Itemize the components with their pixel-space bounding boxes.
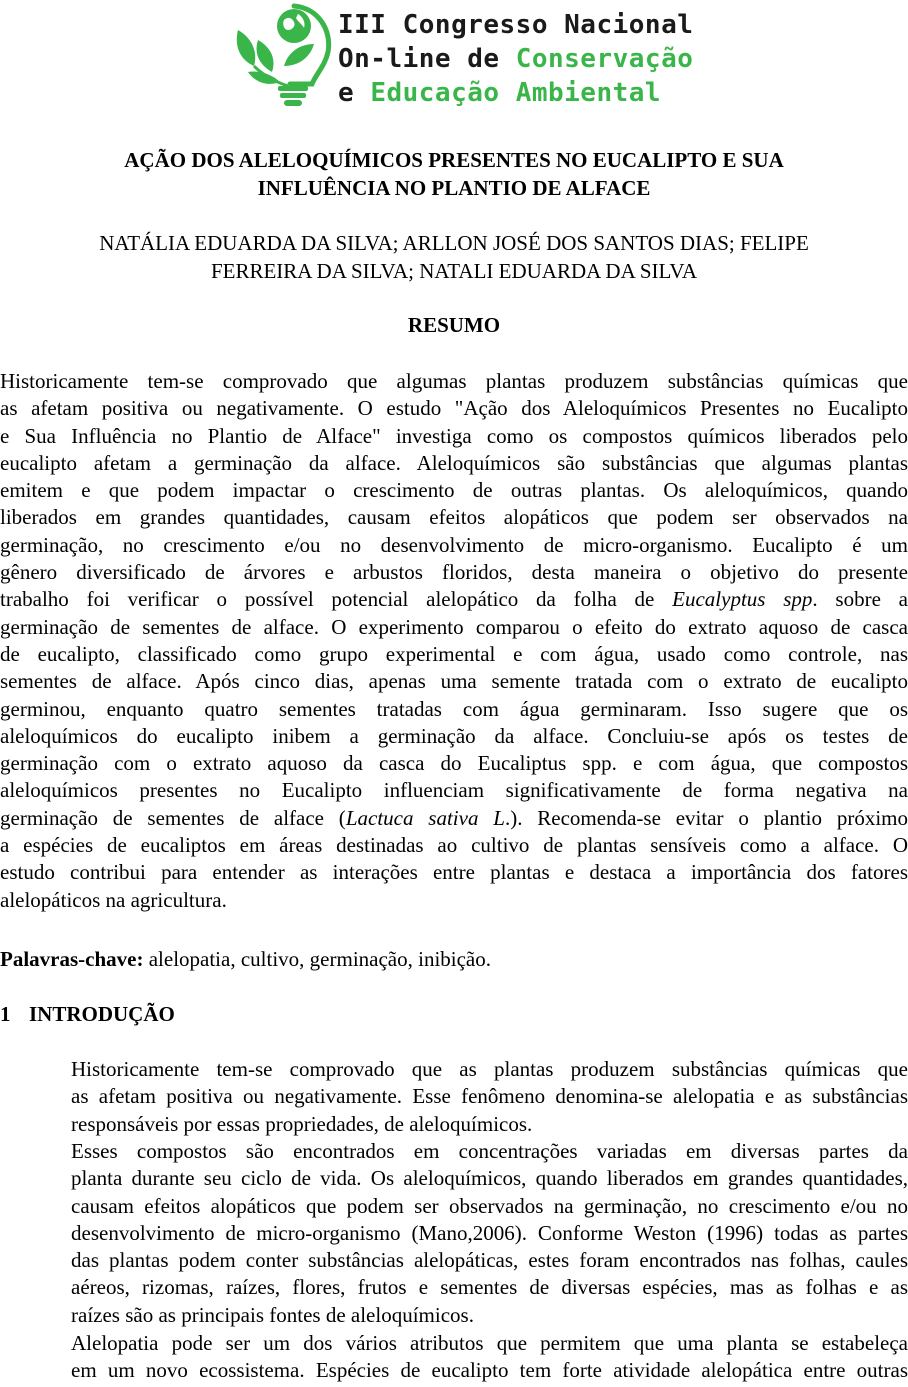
conference-logo bbox=[232, 0, 692, 112]
abstract-line: alelopáticos na agricultura. bbox=[0, 887, 227, 912]
intro-paragraph-3 bbox=[0, 1330, 908, 1385]
intro-paragraph-2 bbox=[0, 1138, 908, 1329]
logo-line-3 bbox=[338, 76, 698, 110]
paragraph-line: Historicamente tem-se comprovado que as plantas produzem substâncias químicas que bbox=[71, 1057, 908, 1081]
abstract-line: germinação, no crescimento e/ou no desenvolvimento de micro-organismo. Eucalipto é um bbox=[0, 532, 908, 557]
abstract-line: liberados em grandes quantidades, causam efeitos alopáticos que podem ser observados na bbox=[0, 505, 908, 530]
logo-line-3-b: Educação Ambiental bbox=[370, 78, 662, 108]
abstract-heading: RESUMO bbox=[407, 313, 501, 337]
logo-line-2-a: On-line de bbox=[338, 44, 516, 74]
paragraph-line: aéreos, rizomas, raízes, flores, frutos e sementes de diversas espécies, mas as folhas e as bbox=[71, 1275, 908, 1300]
title-line-2: INFLUÊNCIA NO PLANTIO DE ALFACE bbox=[257, 176, 651, 200]
abstract-line: germinação de sementes de alface. O experimento comparou o efeito do extrato aquoso de casca bbox=[0, 614, 908, 639]
keywords bbox=[0, 946, 908, 973]
abstract-line: aleloquímicos do eucalipto inibem a germinação da alface. Concluiu-se após os testes de bbox=[0, 723, 908, 748]
lightbulb-globe-icon bbox=[232, 0, 342, 112]
paragraph-line: planta durante seu ciclo de vida. Os aleloquímicos, quando liberados em grandes quantidades, bbox=[71, 1166, 908, 1191]
paragraph-line: causam efeitos alopáticos que podem ser observados na germinação, no crescimento e/ou no bbox=[71, 1193, 908, 1218]
abstract-body bbox=[0, 368, 908, 914]
abstract-line: as afetam positiva ou negativamente. O estudo "Ação dos Aleloquímicos Presentes no Eucalipto bbox=[0, 396, 908, 421]
abstract-line: aleloquímicos presentes no Eucalipto influenciam significativamente de forma negativa na bbox=[0, 778, 908, 803]
paper-title bbox=[0, 146, 908, 202]
species-name: Eucalyptus spp bbox=[672, 587, 813, 612]
paragraph-line: em um novo ecossistema. Espécies de eucalipto tem forte atividade alelopática entre outras bbox=[71, 1358, 908, 1383]
paragraph-line: Esses compostos são encontrados em concentrações variadas em diversas partes da bbox=[71, 1139, 908, 1163]
abstract-line: eucalipto afetam a germinação da alface. Aleloquímicos são substâncias que algumas plantas bbox=[0, 450, 908, 475]
intro-paragraph-1 bbox=[0, 1056, 908, 1138]
paragraph-line: das plantas podem conter substâncias alelopáticas, estes foram encontrados nas folhas, caules bbox=[71, 1248, 908, 1273]
abstract-line: estudo contribui para entender as interações entre plantas e destaca a importância dos fatores bbox=[0, 860, 908, 885]
logo-line-2-b: Conservação bbox=[515, 44, 694, 74]
conference-name bbox=[338, 8, 698, 110]
logo-line-3-a: e bbox=[338, 78, 371, 108]
authors-line-2: FERREIRA DA SILVA; NATALI EDUARDA DA SILVA bbox=[210, 259, 698, 283]
abstract-line: e Sua Influência no Plantio de Alface" investiga como os compostos químicos liberados pelo bbox=[0, 423, 908, 448]
abstract-line: de eucalipto, classificado como grupo experimental e com água, usado como controle, nas bbox=[0, 641, 908, 666]
section-number: 1 bbox=[0, 1002, 11, 1026]
abstract-line: Historicamente tem-se comprovado que algumas plantas produzem substâncias químicas que bbox=[0, 369, 908, 393]
abstract-line: germinação com o extrato aquoso da casca do Eucaliptus spp. e com água, que compostos bbox=[0, 751, 908, 776]
abstract-line: a espécies de eucaliptos em áreas destinadas ao cultivo de plantas sensíveis como a alface. O bbox=[0, 833, 908, 858]
abstract-text: germinação de sementes de alface ( bbox=[0, 805, 346, 830]
title-line-1: AÇÃO DOS ALELOQUÍMICOS PRESENTES NO EUCALIPTO E SUA bbox=[124, 148, 784, 172]
section-heading-introduction bbox=[0, 1001, 908, 1028]
paragraph-line: responsáveis por essas propriedades, de aleloquímicos. bbox=[71, 1111, 533, 1136]
section-title: INTRODUÇÃO bbox=[29, 1002, 175, 1026]
paragraph-line: raízes são as principais fontes de aleloquímicos. bbox=[71, 1302, 474, 1327]
abstract-text: . sobre a bbox=[812, 587, 908, 612]
logo-line-2 bbox=[338, 42, 698, 76]
abstract-line: sementes de alface. Após cinco dias, apenas uma semente tratada com o extrato de eucalipto bbox=[0, 669, 908, 694]
authors-line-1: NATÁLIA EDUARDA DA SILVA; ARLLON JOSÉ DOS SANTOS DIAS; FELIPE bbox=[99, 231, 809, 255]
abstract-line: germinou, enquanto quatro sementes tratadas com água germinaram. Isso sugere que os bbox=[0, 696, 908, 721]
abstract-line: gênero diversificado de árvores e arbustos floridos, desta maneira o objetivo do presente bbox=[0, 560, 908, 585]
keywords-text: alelopatia, cultivo, germinação, inibição. bbox=[143, 947, 492, 971]
paragraph-line: desenvolvimento de micro-organismo (Mano,2006). Conforme Weston (1996) todas as partes bbox=[71, 1220, 908, 1245]
authors bbox=[0, 229, 908, 285]
abstract-text: trabalho foi verificar o possível potencial alelopático da folha de bbox=[0, 587, 673, 612]
abstract-line bbox=[0, 805, 908, 832]
species-name: Lactuca sativa L bbox=[345, 805, 505, 830]
abstract-text: .). Recomenda-se evitar o plantio próximo bbox=[504, 805, 908, 830]
logo-line-1: III Congresso Nacional bbox=[338, 10, 694, 40]
abstract-line: emitem e que podem impactar o crescimento de outras plantas. Os aleloquímicos, quando bbox=[0, 478, 908, 503]
paragraph-line: as afetam positiva ou negativamente. Esse fenômeno denomina-se alelopatia e as substâncias bbox=[71, 1084, 908, 1109]
paragraph-line: Alelopatia pode ser um dos vários atributos que permitem que uma planta se estabeleça bbox=[71, 1331, 908, 1355]
keywords-label: Palavras-chave: bbox=[0, 947, 144, 971]
abstract-line bbox=[0, 586, 908, 613]
